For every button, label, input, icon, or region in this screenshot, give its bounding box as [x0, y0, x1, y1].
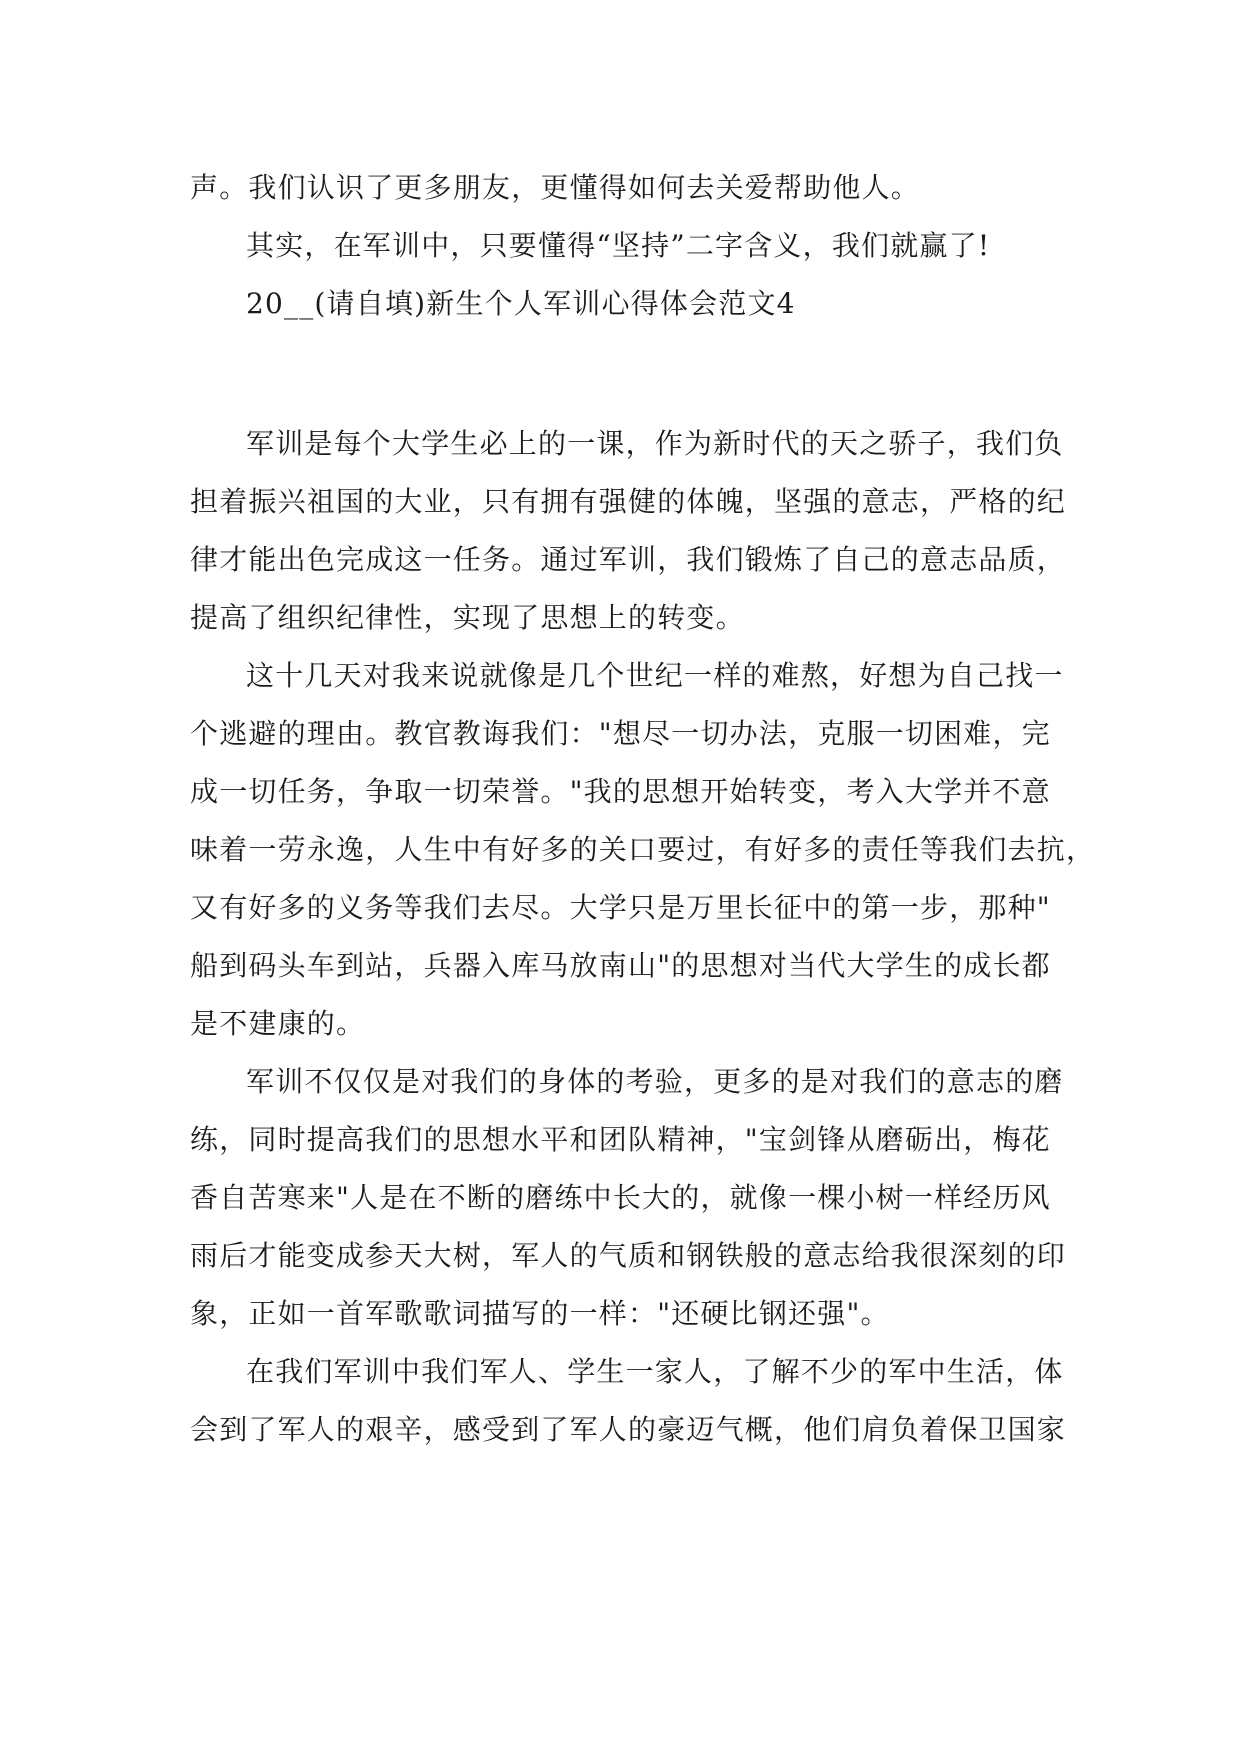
paragraph-line: 船到码头车到站，兵器入库马放南山"的思想对当代大学生的成长都: [190, 949, 1051, 982]
paragraph-line: 提高了组织纪律性，实现了思想上的转变。: [190, 601, 745, 634]
paragraph-line: 这十几天对我来说就像是几个世纪一样的难熬，好想为自己找一: [246, 659, 1064, 692]
continuation-line: 声。我们认识了更多朋友，更懂得如何去关爱帮助他人。: [190, 171, 921, 204]
paragraph-line: 会到了军人的艰辛，感受到了军人的豪迈气概，他们肩负着保卫国家: [190, 1413, 1067, 1446]
paragraph-line: 味着一劳永逸，人生中有好多的关口要过，有好多的责任等我们去抗，: [190, 833, 1096, 866]
paragraph-line: 雨后才能变成参天大树，军人的气质和钢铁般的意志给我很深刻的印: [190, 1239, 1067, 1272]
paragraph-line: 军训不仅仅是对我们的身体的考验，更多的是对我们的意志的磨: [246, 1065, 1064, 1098]
paragraph-line: 军训是每个大学生必上的一课，作为新时代的天之骄子，我们负: [246, 427, 1064, 460]
paragraph-line: 是不建康的。: [190, 1007, 366, 1040]
paragraph-line: 香自苦寒来"人是在不断的磨练中长大的，就像一棵小树一样经历风: [190, 1181, 1051, 1214]
paragraph-line: 练，同时提高我们的思想水平和团队精神，"宝剑锋从磨砺出，梅花: [190, 1123, 1051, 1156]
paragraph-line: 个逃避的理由。教官教诲我们："想尽一切办法，克服一切困难，完: [190, 717, 1051, 750]
closing-line: 其实，在军训中，只要懂得“坚持”二字含义，我们就赢了!: [246, 229, 991, 262]
paragraph-line: 又有好多的义务等我们去尽。大学只是万里长征中的第一步，那种": [190, 891, 1051, 924]
paragraph-line: 成一切任务，争取一切荣誉。"我的思想开始转变，考入大学并不意: [190, 775, 1051, 808]
paragraph-line: 象，正如一首军歌歌词描写的一样："还硬比钢还强"。: [190, 1297, 890, 1330]
paragraph-line: 担着振兴祖国的大业，只有拥有强健的体魄，坚强的意志，严格的纪: [190, 485, 1067, 518]
paragraph-line: 律才能出色完成这一任务。通过军训，我们锻炼了自己的意志品质，: [190, 543, 1067, 576]
section-heading: 20__(请自填)新生个人军训心得体会范文4: [246, 287, 796, 320]
paragraph-line: 在我们军训中我们军人、学生一家人，了解不少的军中生活，体: [246, 1355, 1064, 1388]
